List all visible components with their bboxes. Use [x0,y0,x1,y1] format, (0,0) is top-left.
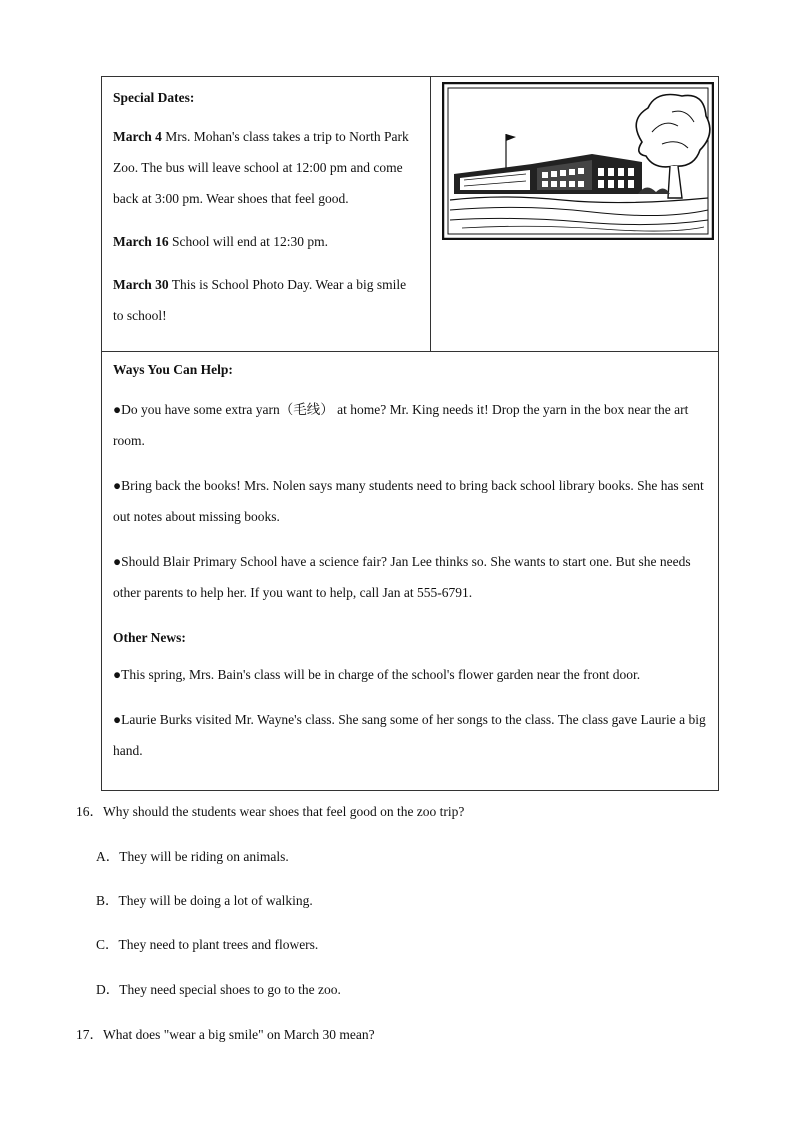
other-news-heading: Other News: [113,630,186,645]
date-entry-march-4 [113,121,420,214]
news-item: ●Laurie Burks visited Mr. Wayne's class. She sang some of her songs to the class. The class gave Laurie a big hand. [113,712,706,758]
question-16: 16．Why should the students wear shoes that feel good on the zoo trip? [76,804,465,819]
help-and-news-cell [102,352,719,791]
help-item: ●Bring back the books! Mrs. Nolen says many students need to bring back school library books. She has sent out notes about missing books. [113,478,704,524]
date-text: School will end at 12:30 pm. [168,234,328,249]
special-dates-cell [102,77,431,352]
special-dates-heading: Special Dates: [113,90,195,105]
help-item: ●Should Blair Primary School have a science fair? Jan Lee thinks so. She wants to start one. But she needs other parents to help her. If you want to help, call Jan at 555-6791. [113,554,691,600]
date-label: March 16 [113,234,169,249]
question-17: 17．What does "wear a big smile" on March 30 mean? [76,1027,375,1042]
news-item: ●This spring, Mrs. Bain's class will be in charge of the school's flower garden near the front door. [113,667,641,682]
option-a: A．They will be riding on animals. [96,849,289,864]
date-entry-march-30 [113,269,420,331]
option-b: B．They will be doing a lot of walking. [96,893,313,908]
help-item: ●Do you have some extra yarn（毛线） at home? Mr. King needs it! Drop the yarn in the box near the art room. [113,402,689,448]
date-text: Mrs. Mohan's class takes a trip to North Park Zoo. The bus will leave school at 12:00 pm and come back at 3:00 pm. Wear shoes that feel good. [113,129,409,206]
date-label: March 30 [113,277,169,292]
ways-to-help-heading: Ways You Can Help: [113,362,233,377]
option-c: C．They need to plant trees and flowers. [96,937,319,952]
date-entry-march-16 [113,226,420,257]
option-d: D．They need special shoes to go to the zoo. [96,982,341,997]
school-building-illustration [442,82,714,240]
date-text: This is School Photo Day. Wear a big smile to school! [113,277,407,323]
date-label: March 4 [113,129,162,144]
